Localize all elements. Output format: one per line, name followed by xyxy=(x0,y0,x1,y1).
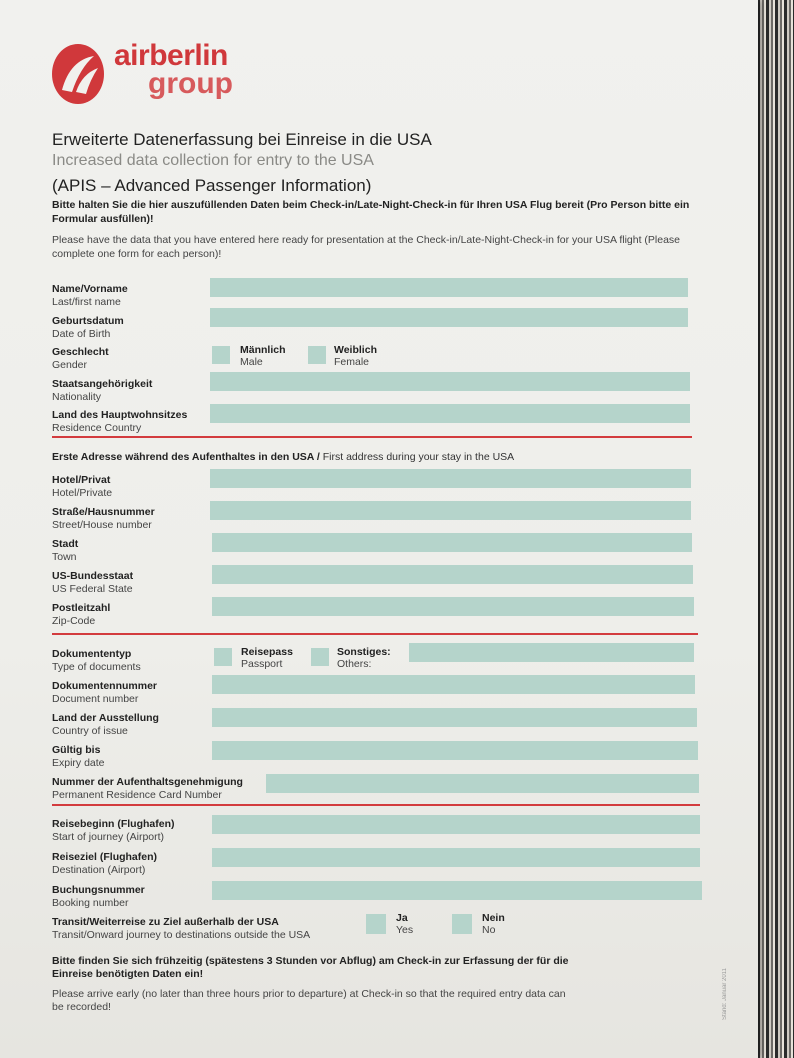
state-field[interactable] xyxy=(212,565,693,584)
title-german: Erweiterte Datenerfassung bei Einreise in die USA xyxy=(52,130,432,149)
transit-yes-checkbox[interactable] xyxy=(366,914,386,934)
issue-country-field[interactable] xyxy=(212,708,697,727)
intro-english: Please have the data that you have entered here ready for presentation at the Check-in/Late-Night-Check-in for your USA flight (Please complete one form for each person)! xyxy=(52,234,681,260)
label-permit: Nummer der Aufenthaltsgenehmigung Permanent Residence Card Number xyxy=(52,776,243,801)
zip-field[interactable] xyxy=(212,597,694,616)
label-residence: Land des Hauptwohnsitzes Residence Country xyxy=(52,409,188,434)
others-field[interactable] xyxy=(409,643,694,662)
intro-german: Bitte halten Sie die hier auszufüllenden Daten beim Check-in/Late-Night-Check-in für Ihren USA Flug bereit (Pro Person bitte ein Formular ausfüllen)! xyxy=(52,199,690,225)
title-english: Increased data collection for entry to the USA xyxy=(52,152,374,169)
town-field[interactable] xyxy=(212,533,692,552)
transit-no-checkbox[interactable] xyxy=(452,914,472,934)
label-town: Stadt Town xyxy=(52,538,79,563)
label-hotel: Hotel/Privat Hotel/Private xyxy=(52,474,113,499)
label-street: Straße/Hausnummer Street/House number xyxy=(52,506,155,531)
label-dob: Geburtsdatum Date of Birth xyxy=(52,315,124,340)
hotel-field[interactable] xyxy=(210,469,691,488)
section-divider xyxy=(52,633,698,635)
doc-number-field[interactable] xyxy=(212,675,695,694)
section-divider xyxy=(52,436,692,438)
passport-checkbox[interactable] xyxy=(214,648,232,666)
permit-field[interactable] xyxy=(266,774,699,793)
name-field[interactable] xyxy=(210,278,688,297)
label-booking: Buchungsnummer Booking number xyxy=(52,884,145,909)
label-issue-country: Land der Ausstellung Country of issue xyxy=(52,712,159,737)
booking-field[interactable] xyxy=(212,881,702,900)
address-heading: Erste Adresse während des Aufenthaltes in den USA / First address during your stay in the USA xyxy=(52,451,515,463)
female-label: Weiblich Female xyxy=(334,344,377,368)
label-destination: Reiseziel (Flughafen) Destination (Airport) xyxy=(52,851,158,876)
label-nationality: Staatsangehörigkeit Nationality xyxy=(52,378,153,403)
print-date-stamp: Stand: Januar 2011 xyxy=(722,968,728,1020)
others-label: Sonstiges: Others: xyxy=(337,646,391,670)
male-label: Männlich Male xyxy=(240,344,286,368)
label-zip: Postleitzahl Zip-Code xyxy=(52,602,111,627)
yes-label: Ja Yes xyxy=(396,912,414,936)
label-expiry: Gültig bis Expiry date xyxy=(52,744,105,769)
passport-label: Reisepass Passport xyxy=(241,646,293,670)
airberlin-logo xyxy=(50,38,260,110)
label-doc-type: Dokumententyp Type of documents xyxy=(52,648,141,673)
logo-line2: group xyxy=(148,67,233,100)
label-start: Reisebeginn (Flughafen) Start of journey (Airport) xyxy=(52,818,175,843)
male-checkbox[interactable] xyxy=(212,346,230,364)
section-divider xyxy=(52,804,700,806)
label-gender: Geschlecht Gender xyxy=(52,346,109,371)
airberlin-logo-mark-icon xyxy=(50,38,106,106)
logo-wordmark xyxy=(114,39,233,100)
destination-field[interactable] xyxy=(212,848,700,867)
female-checkbox[interactable] xyxy=(308,346,326,364)
title-apis: (APIS – Advanced Passenger Information) xyxy=(52,176,372,195)
logo-line1: airberlin xyxy=(114,39,228,72)
footer-english: Please arrive early (no later than three hours prior to departure) at Check-in so that the required entry data can be recorded! xyxy=(52,988,566,1013)
expiry-field[interactable] xyxy=(212,741,698,760)
others-checkbox[interactable] xyxy=(311,648,329,666)
nationality-field[interactable] xyxy=(210,372,690,391)
label-name: Name/Vorname Last/first name xyxy=(52,283,128,308)
label-transit: Transit/Weiterreise zu Ziel außerhalb der USA Transit/Onward journey to destinations outside the USA xyxy=(52,916,311,941)
no-label: Nein No xyxy=(482,912,505,936)
street-field[interactable] xyxy=(210,501,691,520)
residence-field[interactable] xyxy=(210,404,690,423)
footer-german: Bitte finden Sie sich frühzeitig (spätestens 3 Stunden vor Abflug) am Check-in zur Erfassung der für die Einreise benötigten Daten ein! xyxy=(52,955,569,980)
label-state: US-Bundesstaat US Federal State xyxy=(52,570,134,595)
dob-field[interactable] xyxy=(210,308,688,327)
start-field[interactable] xyxy=(212,815,700,834)
label-doc-number: Dokumentennummer Document number xyxy=(52,680,158,705)
